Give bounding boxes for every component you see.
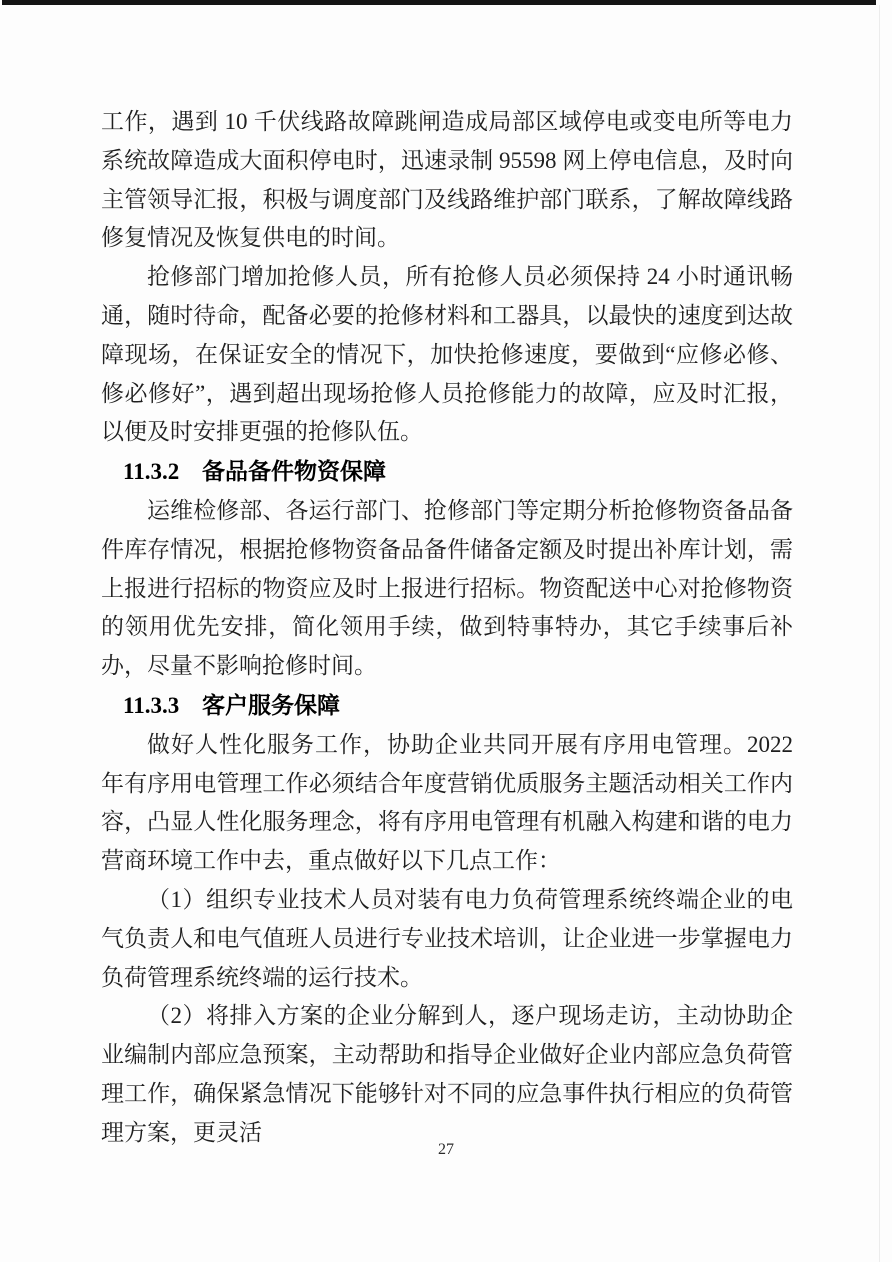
paragraph-customer-service: 做好人性化服务工作，协助企业共同开展有序用电管理。2022 年有序用电管理工作必须结合年度营销优质服务主题活动相关工作内容，凸显人性化服务理念，将有序用电管理有机融入构建和谐的电力营商环境工作中去，重点做好以下几点工作： xyxy=(101,731,793,874)
section-number: 11.3.3 xyxy=(123,692,180,718)
page-footer xyxy=(0,1140,892,1160)
section-title: 备品备件物资保障 xyxy=(201,458,386,485)
section-number: 11.3.2 xyxy=(123,459,180,485)
page-edge-line xyxy=(879,5,880,1262)
section-heading-11-3-2 xyxy=(101,452,793,492)
section-heading-11-3-3 xyxy=(101,686,793,726)
page-number: 27 xyxy=(438,1141,454,1158)
paragraph-repair-staffing: 抢修部门增加抢修人员，所有抢修人员必须保持 24 小时通讯畅通，随时待命，配备必要的抢修材料和工器具，以最快的速度到达故障现场，在保证安全的情况下，加快抢修速度，要做到“应修必修、修必修好”，遇到超出现场抢修人员抢修能力的故障，应及时汇报，以便及时安排更强的抢修队伍。 xyxy=(101,264,793,445)
paragraph-item-2: （2）将排入方案的企业分解到人，逐户现场走访，主动协助企业编制内部应急预案，主动帮助和指导企业做好企业内部应急负荷管理工作，确保紧急情况下能够针对不同的应急事件执行相应的负荷管理方案，更灵活 xyxy=(101,1003,793,1145)
scan-edge-artifact xyxy=(2,0,876,5)
document-body xyxy=(101,103,793,1153)
paragraph-item-1: （1）组织专业技术人员对装有电力负荷管理系统终端企业的电气负责人和电气值班人员进行专业技术培训，让企业进一步掌握电力负荷管理系统终端的运行技术。 xyxy=(101,886,793,990)
section-title: 客户服务保障 xyxy=(201,691,340,718)
paragraph-spare-parts: 运维检修部、各运行部门、抢修部门等定期分析抢修物资备品备件库存情况，根据抢修物资备品备件储备定额及时提出补库计划，需上报进行招标的物资应及时上报进行招标。物资配送中心对抢修物资的领用优先安排，简化领用手续，做到特事特办，其它手续事后补办，尽量不影响抢修时间。 xyxy=(101,497,793,679)
paragraph-repair-report: 工作，遇到 10 千伏线路故障跳闸造成局部区域停电或变电所等电力系统故障造成大面积停电时，迅速录制 95598 网上停电信息，及时向主管领导汇报，积极与调度部门及线路维护部门联系，了解故障线路修复情况及恢复供电的时间。 xyxy=(101,109,793,251)
